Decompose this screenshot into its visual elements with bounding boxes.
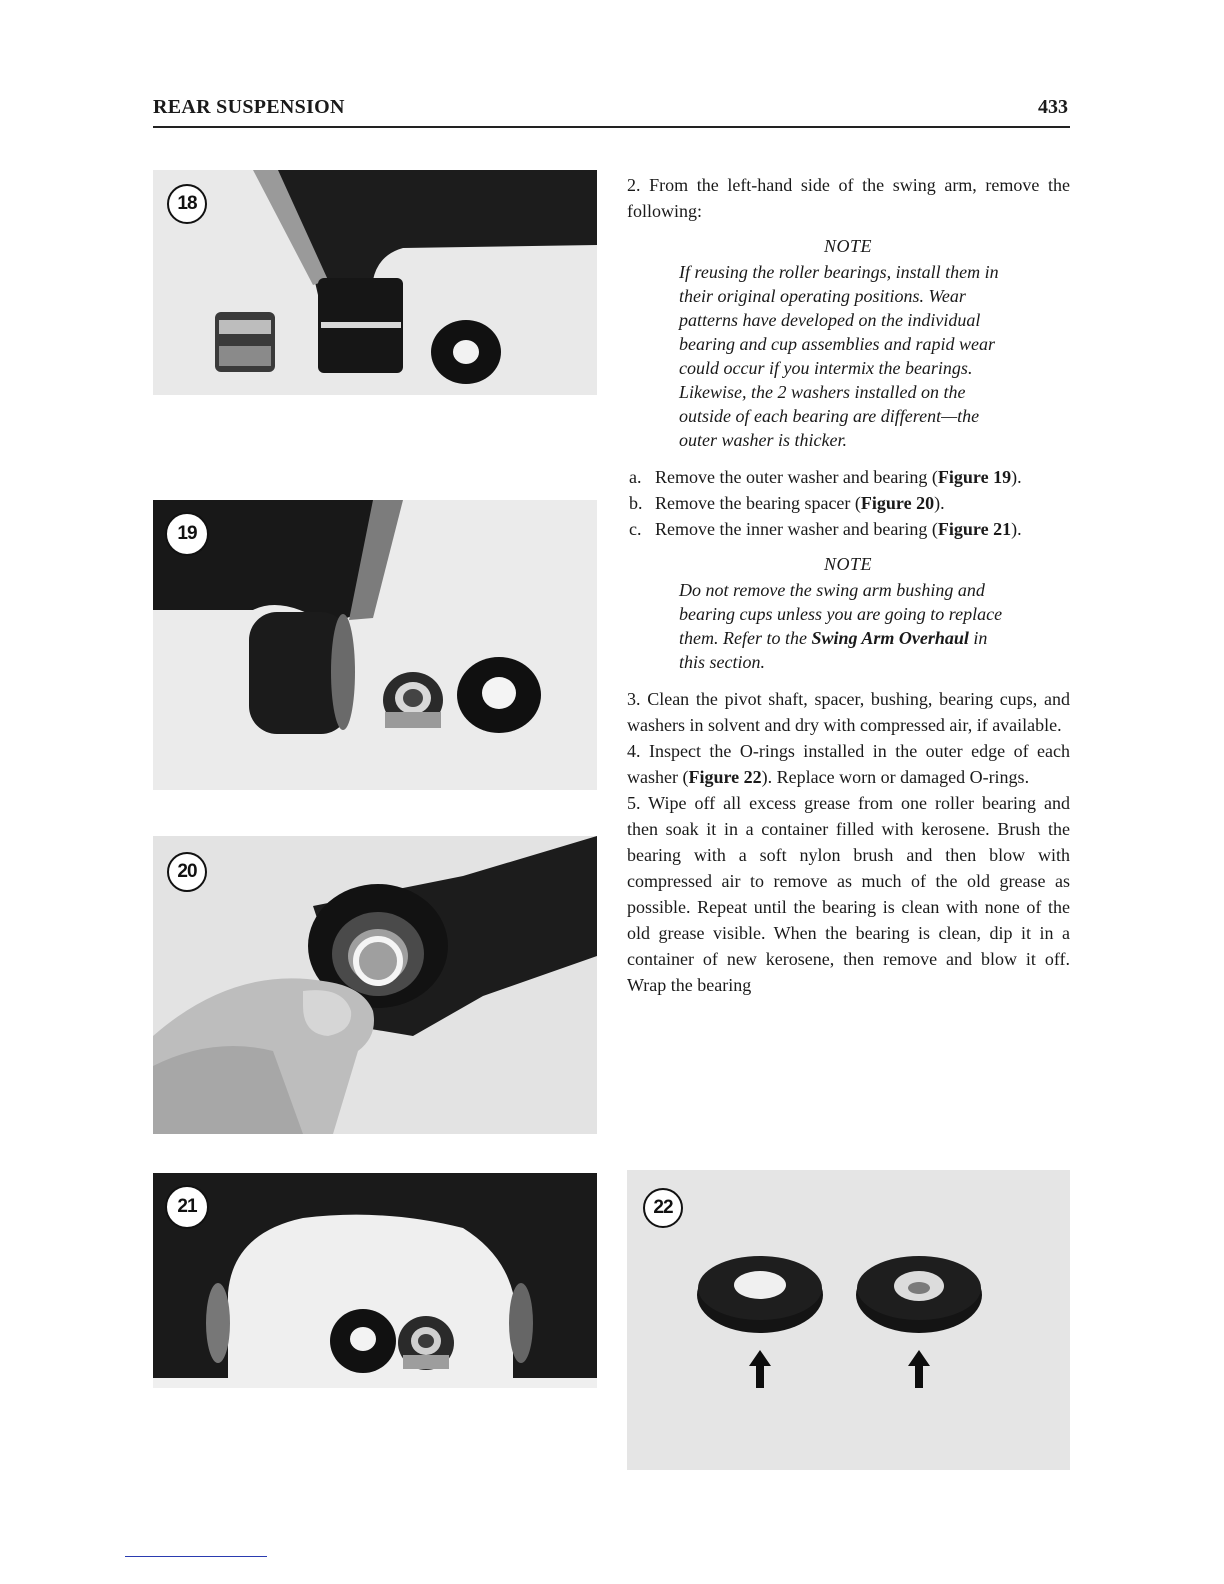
figure-19 (153, 500, 597, 790)
figure-18 (153, 170, 597, 395)
step-2: 2. From the left-hand side of the swing arm, remove the following: (627, 175, 1070, 221)
substep-a-letter: a. (629, 467, 642, 487)
figure-20 (153, 836, 597, 1134)
swing-arm-overhaul-ref: Swing Arm Overhaul (811, 628, 969, 648)
note-2 (679, 552, 1017, 674)
figure-21-ref: Figure 21 (937, 519, 1012, 539)
substep-c-pre: Remove the inner washer and bearing ( (655, 519, 938, 539)
note-2-pre: Do not remove the swing arm bushing and bearing cups unless you are going to replace them. Refer to the (679, 580, 1003, 648)
substep-c-letter: c. (629, 519, 642, 539)
substep-c-post: ). (1011, 519, 1022, 539)
substep-b-pre: Remove the bearing spacer ( (655, 493, 861, 513)
figure-18-photo (153, 170, 597, 395)
note-1-title: NOTE (823, 236, 872, 256)
figure-19-ref: Figure 19 (937, 467, 1012, 487)
figure-18-badge: 18 (167, 184, 207, 224)
note-1-body: If reusing the roller bearings, install them in their original operating positions. Wear patterns have developed on the individual bearing and cup assemblies and rapid wear could occur if you intermix the bearings. Likewise, the 2 washers installed on the outside of each bearing are different—the outer washer is thicker. (679, 262, 999, 450)
step-5: 5. Wipe off all excess grease from one roller bearing and then soak it in a container filled with kerosene. Brush the bearing with a soft nylon brush and then blow with compressed air to remove as much of the old grease as possible. Repeat until the bearing is clean with none of the old grease visible. When the bearing is clean, dip it in a container of new kerosene, then remove and blow it off. Wrap the bearing (627, 793, 1070, 995)
note-2-title: NOTE (823, 554, 872, 574)
substep-b-post: ). (934, 493, 945, 513)
step-3: 3. Clean the pivot shaft, spacer, bushing, bearing cups, and washers in solvent and dry with compressed air, if available. (627, 689, 1070, 735)
figure-20-photo (153, 836, 597, 1134)
figure-22-photo (627, 1170, 1070, 1470)
figure-20-badge: 20 (167, 852, 207, 892)
step-4-post: ). Replace worn or damaged O-rings. (761, 767, 1030, 787)
figure-22 (627, 1170, 1070, 1470)
page-number: 433 (1038, 96, 1068, 118)
footnote-rule (125, 1556, 267, 1557)
note-2-post: in this section. (679, 628, 988, 672)
body-text (627, 172, 1070, 998)
step-4-pre: 4. Inspect the O-rings installed in the outer edge of each washer ( (627, 741, 1070, 787)
substep-b (627, 490, 1070, 516)
substep-b-text (655, 490, 1070, 516)
section-title: REAR SUSPENSION (153, 96, 345, 118)
figure-19-photo (153, 500, 597, 790)
substep-a-pre: Remove the outer washer and bearing ( (655, 467, 938, 487)
substep-c (627, 516, 1070, 542)
figure-21-photo (153, 1173, 597, 1388)
figure-20-ref: Figure 20 (860, 493, 935, 513)
substep-b-letter: b. (629, 493, 643, 513)
page-header (153, 96, 1070, 128)
substep-a-text (655, 464, 1070, 490)
figure-21-badge: 21 (167, 1187, 207, 1227)
substep-a (627, 464, 1070, 490)
note-1 (679, 234, 1017, 452)
figure-22-badge: 22 (643, 1188, 683, 1228)
figure-19-badge: 19 (167, 514, 207, 554)
step-4 (627, 738, 1070, 790)
note-2-body (679, 578, 1017, 674)
substep-a-post: ). (1011, 467, 1022, 487)
figure-21 (153, 1173, 597, 1388)
substep-c-text (655, 516, 1070, 542)
figure-22-ref: Figure 22 (688, 767, 762, 787)
